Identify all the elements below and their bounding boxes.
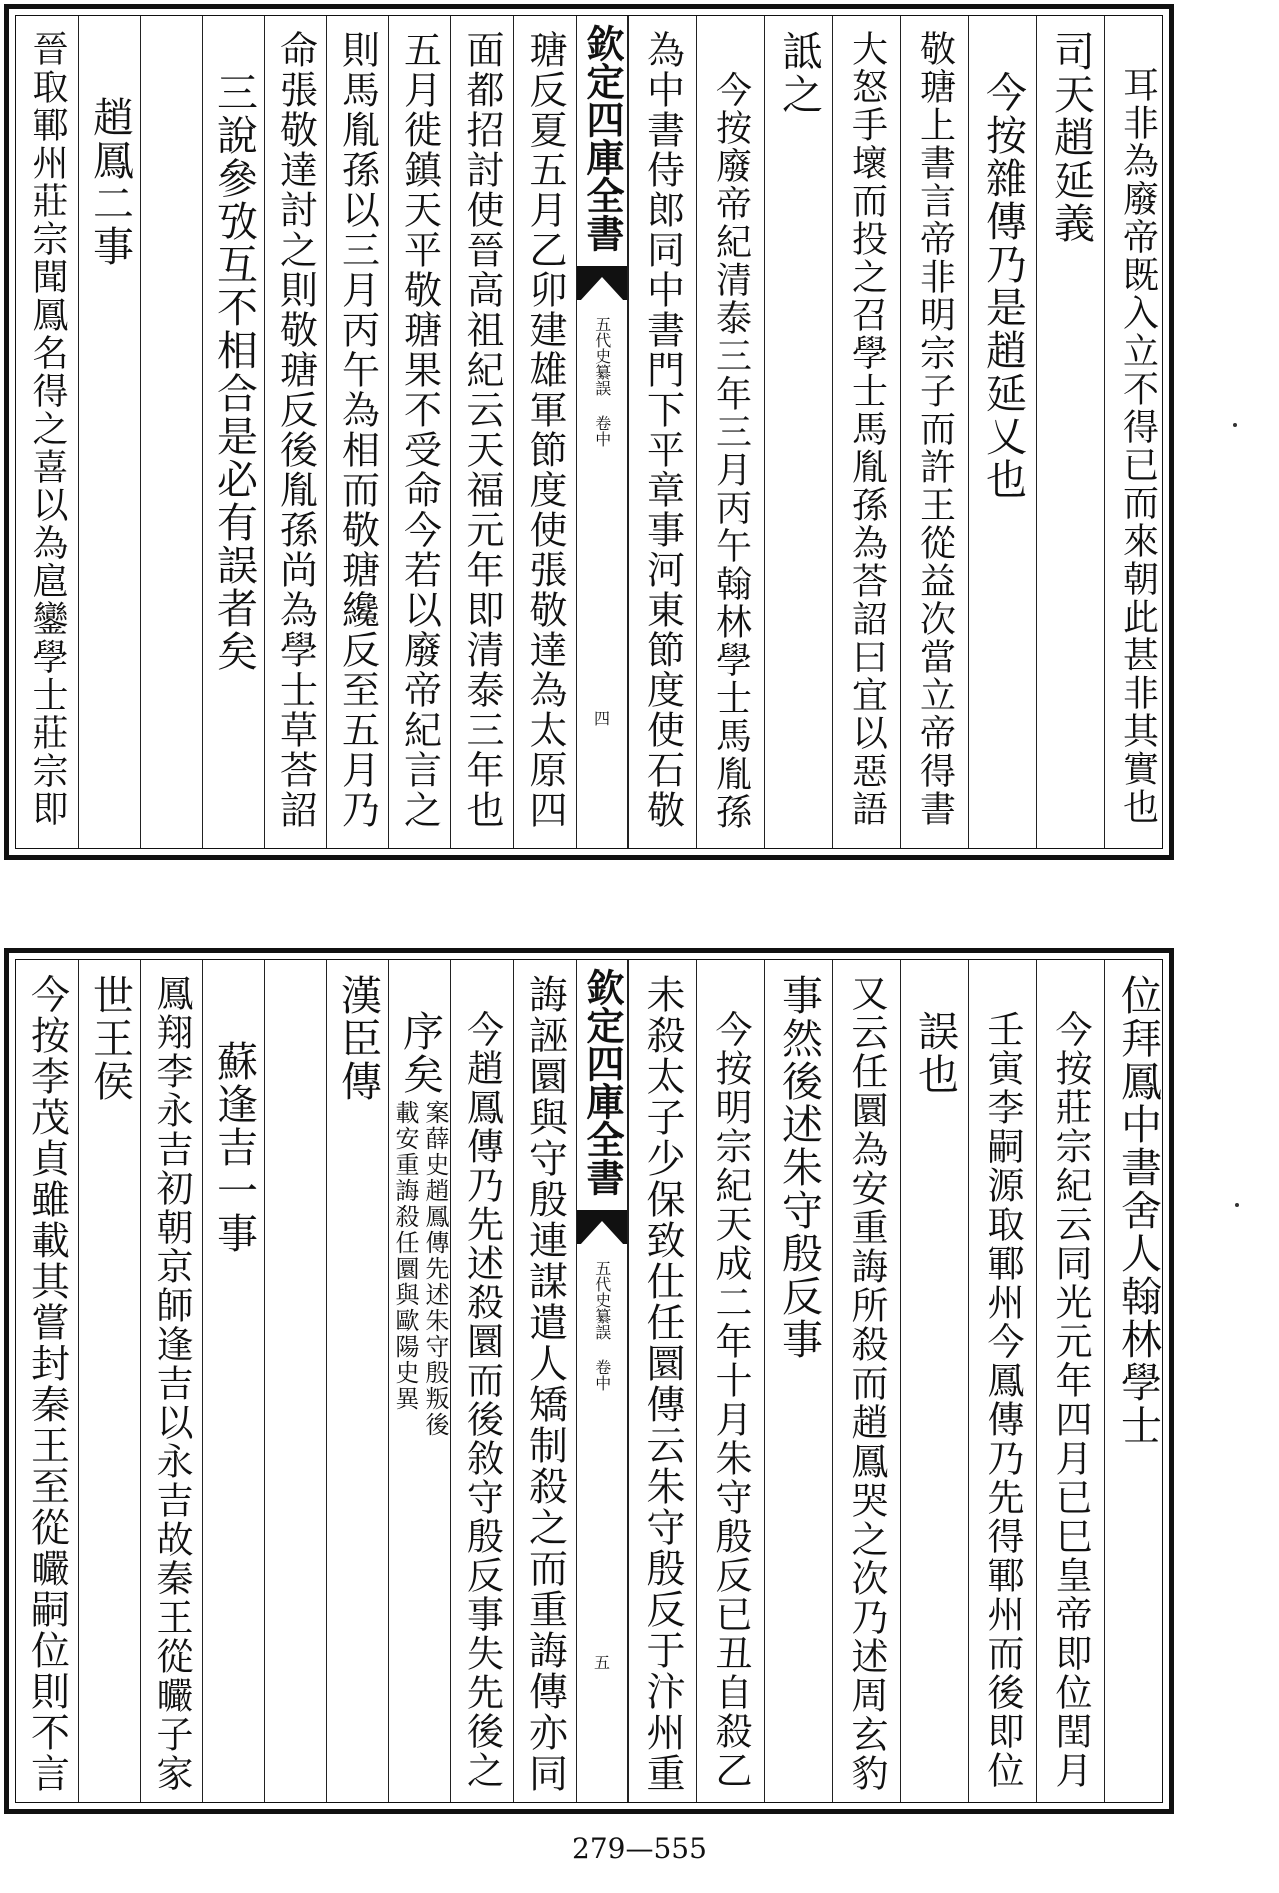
text-line: 今按明宗紀天成二年十月朱守殷反已丑自殺乙 [709,1010,752,1790]
text-line: 耳非為廢帝既入立不得已而來朝此甚非其實也 [1117,66,1159,826]
bot-col-r1 [1104,960,1170,1802]
book-title: 五代史纂誤 卷中 [592,316,612,447]
text-line: 今按雜傳乃是趙延乂也 [979,71,1027,501]
text-line: 今趙鳳傳乃先述殺圜而後敘守殷反事失先後之 [460,1010,504,1790]
bottom-center-strip [576,960,628,1802]
text-line: 位拜鳳中書舍人翰林學士 [1114,974,1162,1447]
top-col-r5 [832,16,900,848]
text-line: 詆之 [775,30,823,116]
bottom-page-frame [15,959,1163,1803]
text-line: 壬寅李嗣源取鄆州今鳳傳乃先得鄆州而後即位 [981,1010,1024,1790]
bottom-page [4,948,1174,1814]
text-line: 未殺太子少保致仕任圜傳云朱守殷反于汴州重 [640,974,685,1794]
top-col-r6 [764,16,832,848]
text-line: 又云任圜為安重誨所殺而趙鳳哭之次乃述周玄豹 [845,974,888,1793]
text-line: 趙鳳二事 [86,96,134,268]
bot-col-r7 [696,960,764,1802]
top-page [4,4,1174,860]
bot-col-l3-with-notes [388,960,450,1802]
text-line: 敬瑭上書言帝非明宗子而許王從益次當立帝得書 [914,30,956,828]
text-line: 序矣 [396,1010,444,1096]
bot-col-r4 [900,960,968,1802]
bot-col-l9 [16,960,78,1802]
top-col-r7 [696,16,764,848]
text-line: 今按莊宗紀云同光元年四月已巳皇帝即位閏月 [1049,1010,1092,1790]
text-line: 為中書侍郎同中書門下平章事河東節度使石敬 [640,30,685,830]
book-title: 五代史纂誤 卷中 [592,1260,612,1391]
text-line: 三說參攷互不相合是必有誤者矣 [210,71,258,673]
text-line: 五月徙鎮天平敬瑭果不受命今若以廢帝紀言之 [397,30,442,830]
bot-col-r2 [1036,960,1104,1802]
top-col-r4 [900,16,968,848]
top-col-r2 [1036,16,1104,848]
text-line: 誨誣圜與守殷連謀遣人矯制殺之而重誨傳亦同 [522,974,568,1794]
top-col-l1 [513,16,576,848]
top-col-r3 [968,16,1036,848]
scan-speck [1235,1203,1239,1207]
text-line: 今按廢帝紀清泰三年三月丙午翰林學士馬胤孫 [710,71,752,831]
text-line: 司天趙延義 [1047,30,1095,245]
bot-col-r6 [764,960,832,1802]
top-col-l3 [388,16,450,848]
top-col-l7 [140,16,202,848]
text-line: 大怒手壞而投之召學士馬胤孫為荅詔曰宜以惡語 [846,30,888,828]
text-line: 世王侯 [86,974,134,1103]
bot-col-l6 [202,960,264,1802]
text-line: 事然後述朱守殷反事 [775,974,823,1361]
text-line: 瑭反夏五月乙卯建雄軍節度使張敬達為太原四 [523,30,567,830]
fishtail-mark [577,1210,627,1244]
page-number: 四 [593,709,611,728]
bot-col-l1 [513,960,576,1802]
fishtail-mark [577,266,627,300]
top-col-l4 [326,16,388,848]
bot-col-l5 [264,960,326,1802]
text-line: 則馬胤孫以三月丙午為相而敬瑭纔反至五月乃 [335,30,380,830]
top-col-l9 [16,16,78,848]
bot-col-r3 [968,960,1036,1802]
collection-title: 欽定四庫全書 [580,968,625,1196]
page-footer-number: 279—555 [572,1832,707,1865]
page-number: 五 [593,1653,611,1672]
text-line: 晉取鄆州莊宗聞鳳名得之喜以為扈鑾學士莊宗即 [27,30,68,828]
top-page-frame [15,15,1163,849]
top-col-l6 [202,16,264,848]
text-line: 誤也 [911,1010,959,1096]
top-col-r1 [1104,16,1170,848]
bot-col-l2 [450,960,513,1802]
scan-speck [1233,423,1237,427]
bot-col-l8 [78,960,140,1802]
text-line: 鳳翔李永吉初朝京師逢吉以永吉故秦王從曮子家 [150,974,193,1793]
top-col-l2 [450,16,513,848]
top-col-l8 [78,16,140,848]
text-line: 今按李茂貞雖載其嘗封秦王至從曮嗣位則不言 [24,974,70,1794]
top-col-l5 [264,16,326,848]
bot-col-l4 [326,960,388,1802]
bot-col-r8 [628,960,696,1802]
annotation-note: 案薛史趙鳳傳先述朱守殷叛後 [421,1100,449,1438]
text-line: 面都招討使晉高祖紀云天福元年即清泰三年也 [460,30,504,830]
text-line: 蘇逢吉一事 [210,1040,258,1255]
top-col-r8 [628,16,696,848]
bot-col-r5 [832,960,900,1802]
annotation-note: 載安重誨殺任圜與歐陽史異 [391,1100,419,1412]
collection-title: 欽定四庫全書 [580,24,625,252]
text-line: 漢臣傳 [334,974,382,1103]
text-line: 命張敬達討之則敬瑭反後胤孫尚為學士草荅詔 [273,30,318,830]
bot-col-l7 [140,960,202,1802]
top-center-strip [576,16,628,848]
